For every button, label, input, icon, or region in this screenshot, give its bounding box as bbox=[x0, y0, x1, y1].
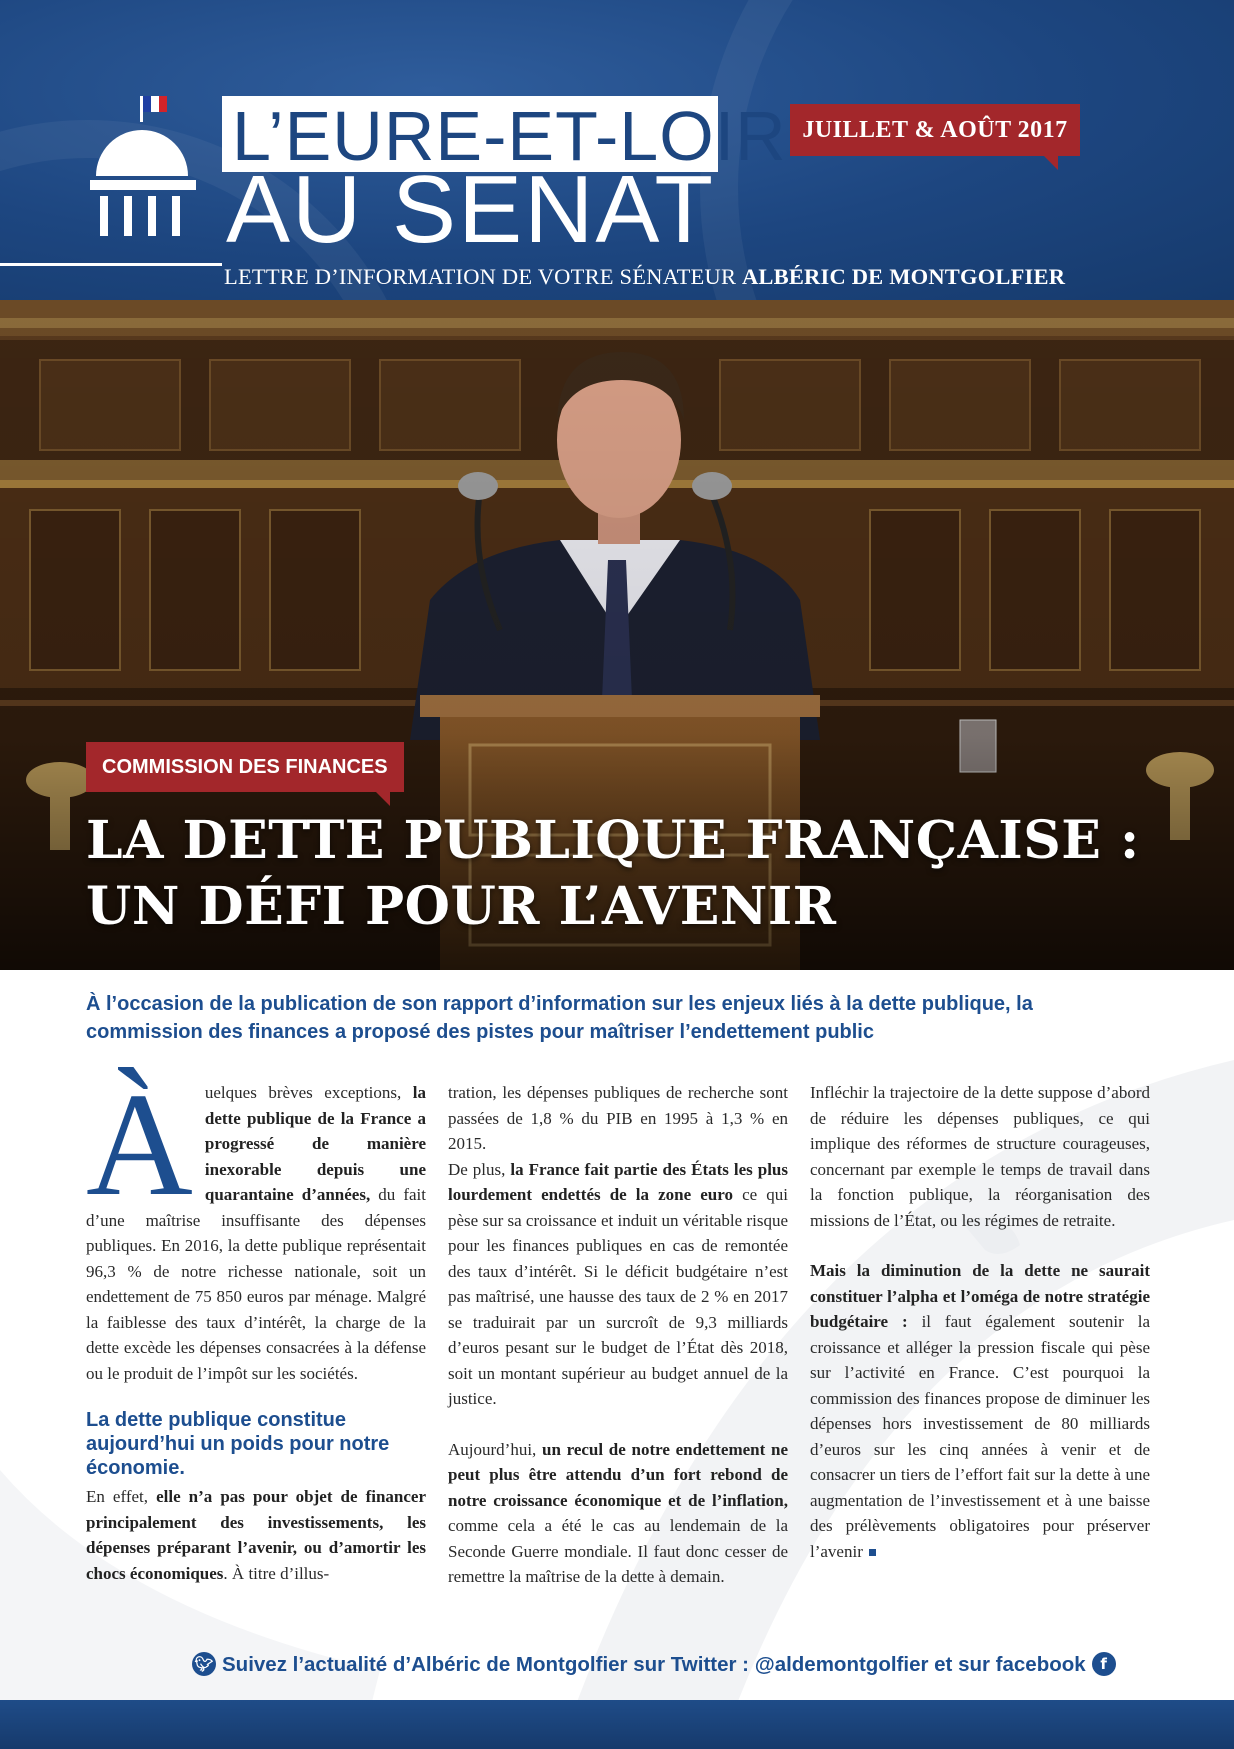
text: Aujourd’hui, bbox=[448, 1439, 542, 1459]
emphasis-text: un recul de notre endettement ne peut plus être attendu d’un fort rebond de notre croissance économique et de l’inflation, bbox=[448, 1439, 788, 1510]
intertitle: La dette publique constitue aujourd’hui un poids pour notre économie. bbox=[86, 1409, 390, 1479]
senate-dome-icon bbox=[88, 96, 198, 256]
article-column-3 bbox=[810, 1080, 1150, 1564]
masthead-subtitle bbox=[224, 262, 1065, 292]
text: il faut également soutenir la croissance et alléger la pression fiscale qui pèse sur l’activité en France. C’est pourquoi la commission des finances propose de diminuer les dépenses hors investissement de 80 milliards d’euros sur les cinq années à venir et de consacrer un tiers de l’effort fait sur la dette à une augmentation de l’investissement et à une baisse des prélèvements obligatoires pour préserver l’avenir bbox=[810, 1312, 1150, 1561]
text: comme cela a été le cas au lendemain de la Seconde Guerre mondiale. Il faut donc cesser de remettre la maîtrise de la dette à demain. bbox=[448, 1516, 788, 1586]
emphasis-text: elle n’a pas pour objet de financer principalement des investissements, les dépenses préparant l’avenir, ou d’amortir les chocs économiques bbox=[86, 1487, 427, 1583]
emphasis-text: la France fait partie des États les plus lourdement endettés de la zone euro bbox=[448, 1159, 788, 1204]
headline-line2: UN DÉFI POUR L’AVENIR bbox=[86, 876, 837, 937]
emphasis-text: la dette publique de la France a progressé de manière inexorable depuis une quarantaine d’années, bbox=[204, 1083, 426, 1204]
social-follow-line bbox=[186, 1650, 1152, 1680]
paragraph: tration, les dépenses publiques de recherche sont passées de 1,8 % du PIB en 1995 à 1,3 % en 2015. bbox=[448, 1083, 788, 1153]
paragraph bbox=[810, 1258, 1150, 1564]
paragraph bbox=[86, 1484, 426, 1586]
article-lead: À l’occasion de la publication de son rapport d’information sur les enjeux liés à la dette publique, la commission des finances a proposé des pistes pour maîtriser l’endettement public bbox=[86, 993, 1033, 1043]
subtitle-text: LETTRE D’INFORMATION DE VOTRE SÉNATEUR bbox=[224, 264, 742, 289]
article-column-1 bbox=[86, 1063, 427, 1586]
drop-cap: À bbox=[86, 1063, 193, 1227]
footer-band bbox=[0, 1700, 1234, 1749]
facebook-icon[interactable]: f bbox=[1092, 1652, 1116, 1676]
paragraph: Infléchir la trajectoire de la dette suppose d’abord de réduire les dépenses publiques, ce qui implique des réformes de structure courageuses, concernant par exemple le temps de travail dans la fonction publique, la réorganisation des missions de l’État, ou les régimes de retraite. bbox=[810, 1083, 1150, 1230]
paragraph-gap bbox=[810, 1233, 1150, 1258]
section-rubric: COMMISSION DES FINANCES bbox=[86, 742, 404, 792]
article-headline bbox=[86, 808, 1140, 940]
paragraph-gap bbox=[448, 1412, 788, 1437]
text: En effet, bbox=[86, 1487, 157, 1506]
text: uelques brèves exceptions, bbox=[204, 1083, 413, 1102]
paragraph bbox=[448, 1157, 788, 1412]
masthead bbox=[0, 0, 1234, 300]
text: . À titre d’illus- bbox=[223, 1563, 330, 1583]
emphasis-text: Mais la diminution de la dette ne saurait constituer l’alpha et l’oméga de notre stratégie budgétaire : bbox=[810, 1261, 1150, 1331]
masthead-title-line1: L’EURE-ET-LOIR bbox=[232, 97, 787, 175]
headline-line1: LA DETTE PUBLIQUE FRANÇAISE : bbox=[86, 810, 1140, 871]
text: du fait d’une maîtrise insuffisante des dépenses publiques. En 2016, la dette publique représentait 96,3 % de notre richesse nationale, soit un endettement de 75 850 euros par ménage. Malgré la faiblesse des taux d’intérêt, la charge de la dette excède les dépenses consacrées à la défense ou le produit de l’impôt sur les sociétés. bbox=[86, 1185, 427, 1383]
masthead-title-line2: AU SENAT bbox=[226, 156, 715, 263]
paragraph bbox=[448, 1437, 788, 1590]
end-mark-icon bbox=[869, 1549, 876, 1556]
text: ce qui pèse sur sa croissance et induit un véritable risque pour les finances publiques en cas de remontée des taux d’intérêt. Si le déficit budgétaire n’est pas maîtrisé, une hausse des taux de 2 % en 2017 se traduirait par un surcroît de 9,3 milliards d’euros pesant sur le budget de l’État dès 2018, soit un montant supérieur au budget annuel de la justice. bbox=[448, 1185, 788, 1408]
paragraph bbox=[86, 1063, 427, 1386]
twitter-icon[interactable]: 🐦︎ bbox=[192, 1652, 216, 1676]
article-column-2 bbox=[448, 1080, 788, 1590]
senator-name: ALBÉRIC DE MONTGOLFIER bbox=[741, 264, 1066, 289]
issue-date-badge: JUILLET & AOÛT 2017 bbox=[790, 104, 1080, 156]
text: De plus, bbox=[448, 1159, 511, 1179]
follow-text: Suivez l’actualité d’Albéric de Montgolfier sur Twitter : @aldemontgolfier et sur facebook bbox=[222, 1653, 1086, 1676]
subtitle-rule bbox=[0, 263, 222, 266]
